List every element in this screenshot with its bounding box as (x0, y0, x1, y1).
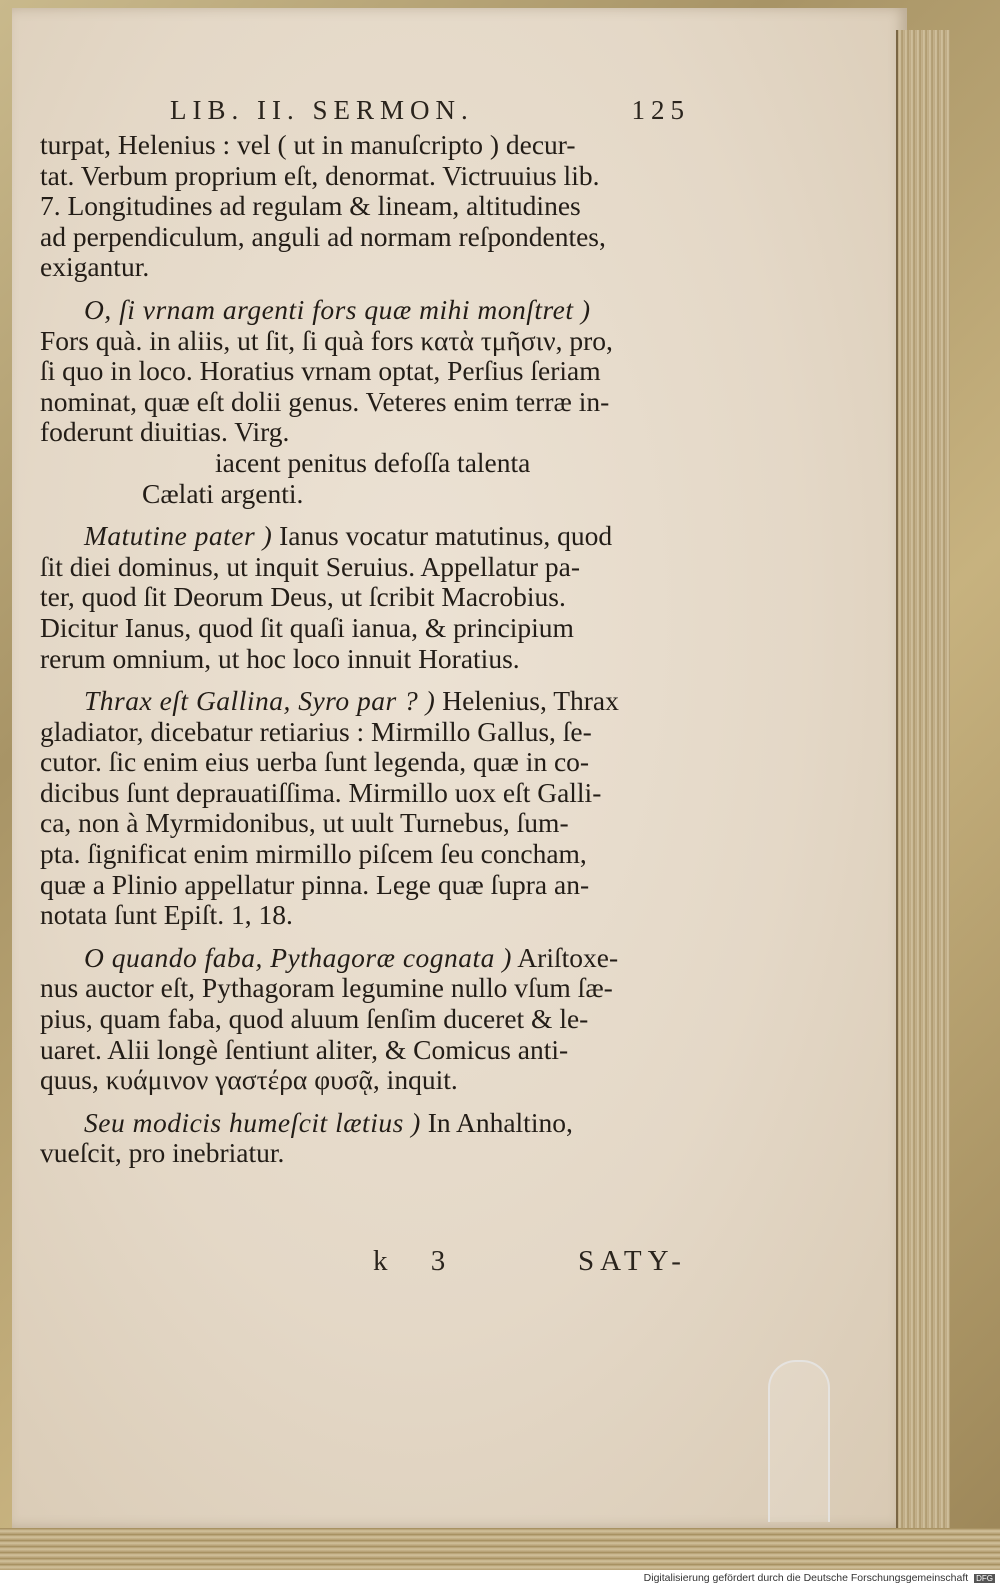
page-bottom-edge (0, 1528, 1000, 1570)
lemma-quote: Matutine pater ) (84, 520, 273, 552)
text-line: pius, quam faba, quod aluum ſenſim duceret & le- (40, 1003, 589, 1035)
lemma-quote: O, ſi vrnam argenti fors quæ mihi monſtret ) (84, 293, 591, 325)
lemma-quote: Seu modicis humeſcit lætius ) (84, 1106, 421, 1138)
text-line: exigantur. (40, 251, 150, 283)
text-line: nominat, quæ eſt dolii genus. Veteres enim terræ in- (40, 385, 610, 417)
page-fore-edge (896, 30, 950, 1530)
commentary-text (40, 130, 690, 1169)
text-line: foderunt diuitias. Virg. (40, 416, 290, 448)
text-line: Fors quà. in aliis, ut ſit, ſi quà fors κατὰ τμῆσιν, pro, (40, 324, 613, 356)
text-line: ca, non à Myrmidonibus, ut uult Turnebus, ſum- (40, 807, 569, 839)
text-line: pta. ſignificat enim mirmillo piſcem ſeu concham, (40, 838, 587, 870)
text-line: nus auctor eſt, Pythagoram legumine nullo vſum ſæ- (40, 972, 613, 1004)
signature-mark: k 3 (373, 1245, 464, 1277)
verse-line: Cælati argenti. (142, 477, 304, 509)
text-line: ter, quod ſit Deorum Deus, ut ſcribit Macrobius. (40, 581, 566, 613)
lemma-line (40, 686, 690, 717)
lemma-commentary: Ianus vocatur matutinus, quod (272, 520, 613, 552)
page-footer (373, 1245, 703, 1285)
lemma-line (40, 295, 690, 326)
lemma-quote: O quando faba, Pythagoræ cognata ) (84, 941, 512, 973)
text-line: ad perpendiculum, anguli ad normam reſpondentes, (40, 220, 606, 252)
lemma-quote: Thrax eſt Gallina, Syro par ? ) (84, 685, 436, 717)
lemma-commentary: In Anhaltino, (420, 1106, 573, 1138)
text-line: uaret. Alii longè ſentiunt aliter, & Comicus anti- (40, 1033, 569, 1065)
text-line: vueſcit, pro inebriatur. (40, 1137, 285, 1169)
text-line: tat. Verbum proprium eſt, denormat. Victruuius lib. (40, 159, 600, 191)
running-head-title: LIB. II. SERMON. (170, 94, 474, 125)
page-number: 125 (631, 94, 690, 125)
text-line: ſi quo in loco. Horatius vrnam optat, Perſius ſeriam (40, 355, 601, 387)
text-line: notata ſunt Epiſt. 1, 18. (40, 899, 293, 931)
page-clip (768, 1360, 830, 1522)
running-head (170, 92, 690, 128)
dfg-logo: DFG (976, 1574, 993, 1583)
text-line: quus, κυάμινον γαστέρα φυσᾷ, inquit. (40, 1064, 458, 1096)
text-line: turpat, Helenius : vel ( ut in manuſcripto ) decur- (40, 129, 576, 160)
text-line: quæ a Plinio appellatur pinna. Lege quæ ſupra an- (40, 868, 590, 900)
text-line: gladiator, dicebatur retiarius : Mirmillo Gallus, ſe- (40, 715, 592, 747)
lemma-commentary: Ariſtoxe- (511, 941, 619, 973)
text-line: ſit diei dominus, ut inquit Seruius. Appellatur pa- (40, 550, 581, 582)
lemma-line (40, 943, 690, 974)
text-line: rerum omnium, ut hoc loco innuit Horatius. (40, 642, 520, 674)
digitization-credit (595, 1572, 995, 1586)
lemma-line (40, 521, 690, 552)
verse-line: iacent penitus defoſſa talenta (215, 446, 531, 478)
catchword: SATY- (578, 1245, 687, 1277)
text-line: 7. Longitudines ad regulam & lineam, altitudines (40, 190, 581, 222)
text-line: dicibus ſunt deprauatiſſima. Mirmillo uox eſt Galli- (40, 776, 602, 808)
credit-text: Digitalisierung gefördert durch die Deutsche Forschungsgemeinschaft (643, 1572, 969, 1584)
lemma-commentary: Helenius, Thrax (435, 685, 619, 717)
text-line: Dicitur Ianus, quod ſit quaſi ianua, & principium (40, 611, 574, 643)
text-line: cutor. ſic enim eius uerba ſunt legenda, quæ in co- (40, 746, 590, 778)
lemma-line (40, 1108, 690, 1139)
